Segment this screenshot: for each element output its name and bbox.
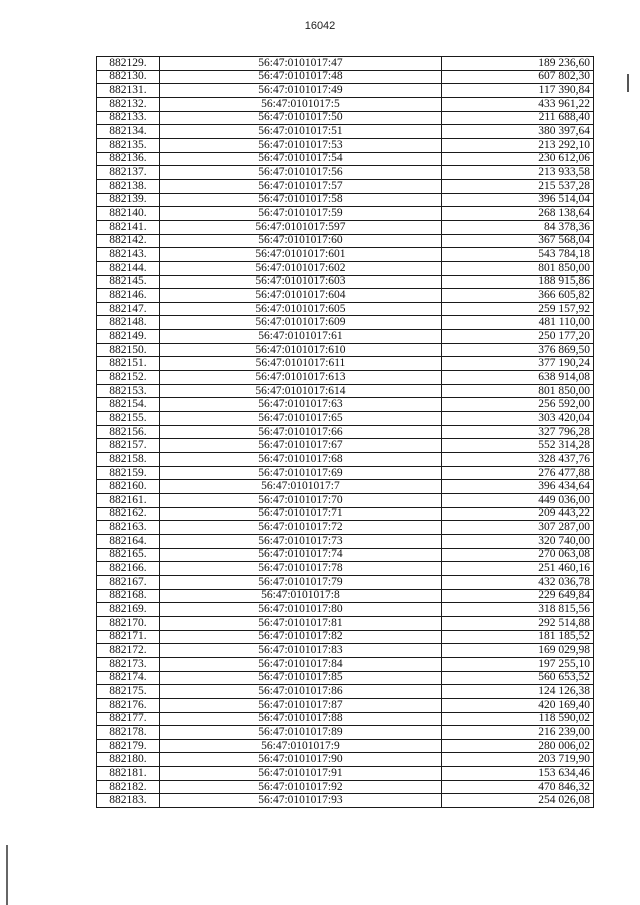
cadastral-number-cell: 56:47:0101017:56 (159, 166, 441, 180)
value-cell: 543 784,18 (442, 248, 594, 262)
value-cell: 377 190,24 (442, 357, 594, 371)
cadastral-number-cell: 56:47:0101017:61 (159, 330, 441, 344)
row-number-cell: 882164. (97, 534, 160, 548)
value-cell: 366 605,82 (442, 289, 594, 303)
cadastral-number-cell: 56:47:0101017:83 (159, 644, 441, 658)
cadastral-number-cell: 56:47:0101017:59 (159, 207, 441, 221)
value-cell: 203 719,90 (442, 753, 594, 767)
cadastral-number-cell: 56:47:0101017:51 (159, 125, 441, 139)
cadastral-number-cell: 56:47:0101017:5 (159, 97, 441, 111)
page-number: 16042 (304, 20, 336, 32)
table-row (97, 234, 594, 248)
value-cell: 251 460,16 (442, 562, 594, 576)
row-number-cell: 882158. (97, 453, 160, 467)
table-row (97, 480, 594, 494)
value-cell: 209 443,22 (442, 507, 594, 521)
row-number-cell: 882166. (97, 562, 160, 576)
value-cell: 292 514,88 (442, 616, 594, 630)
cadastral-number-cell: 56:47:0101017:48 (159, 70, 441, 84)
table-row (97, 97, 594, 111)
value-cell: 552 314,28 (442, 439, 594, 453)
table-row (97, 780, 594, 794)
value-cell: 449 036,00 (442, 494, 594, 508)
table-row (97, 534, 594, 548)
cadastral-number-cell: 56:47:0101017:65 (159, 412, 441, 426)
table-row (97, 220, 594, 234)
cadastral-value-table (96, 56, 594, 808)
cadastral-number-cell: 56:47:0101017:73 (159, 534, 441, 548)
table-row (97, 425, 594, 439)
value-cell: 433 961,22 (442, 97, 594, 111)
cadastral-number-cell: 56:47:0101017:54 (159, 152, 441, 166)
row-number-cell: 882132. (97, 97, 160, 111)
row-number-cell: 882180. (97, 753, 160, 767)
row-number-cell: 882181. (97, 767, 160, 781)
value-cell: 801 850,00 (442, 261, 594, 275)
cadastral-number-cell: 56:47:0101017:88 (159, 712, 441, 726)
cadastral-number-cell: 56:47:0101017:74 (159, 548, 441, 562)
row-number-cell: 882160. (97, 480, 160, 494)
value-cell: 259 157,92 (442, 302, 594, 316)
table-row (97, 453, 594, 467)
row-number-cell: 882131. (97, 84, 160, 98)
table-row (97, 466, 594, 480)
row-number-cell: 882134. (97, 125, 160, 139)
cadastral-number-cell: 56:47:0101017:72 (159, 521, 441, 535)
value-cell: 470 846,32 (442, 780, 594, 794)
cadastral-number-cell: 56:47:0101017:601 (159, 248, 441, 262)
table-row (97, 603, 594, 617)
cadastral-number-cell: 56:47:0101017:93 (159, 794, 441, 808)
row-number-cell: 882174. (97, 671, 160, 685)
row-number-cell: 882177. (97, 712, 160, 726)
value-cell: 607 802,30 (442, 70, 594, 84)
row-number-cell: 882155. (97, 412, 160, 426)
value-cell: 188 915,86 (442, 275, 594, 289)
value-cell: 181 185,52 (442, 630, 594, 644)
cadastral-number-cell: 56:47:0101017:80 (159, 603, 441, 617)
cadastral-number-cell: 56:47:0101017:70 (159, 494, 441, 508)
cadastral-number-cell: 56:47:0101017:614 (159, 384, 441, 398)
table-row (97, 111, 594, 125)
value-cell: 270 063,08 (442, 548, 594, 562)
row-number-cell: 882179. (97, 739, 160, 753)
table-row (97, 507, 594, 521)
row-number-cell: 882139. (97, 193, 160, 207)
row-number-cell: 882165. (97, 548, 160, 562)
value-cell: 638 914,08 (442, 371, 594, 385)
value-cell: 197 255,10 (442, 657, 594, 671)
cadastral-number-cell: 56:47:0101017:611 (159, 357, 441, 371)
row-number-cell: 882135. (97, 138, 160, 152)
table-row (97, 371, 594, 385)
cadastral-number-cell: 56:47:0101017:57 (159, 179, 441, 193)
cadastral-number-cell: 56:47:0101017:49 (159, 84, 441, 98)
table-row (97, 521, 594, 535)
table-row (97, 84, 594, 98)
value-cell: 318 815,56 (442, 603, 594, 617)
row-number-cell: 882173. (97, 657, 160, 671)
value-cell: 481 110,00 (442, 316, 594, 330)
row-number-cell: 882143. (97, 248, 160, 262)
cadastral-number-cell: 56:47:0101017:602 (159, 261, 441, 275)
table-row (97, 589, 594, 603)
value-cell: 276 477,88 (442, 466, 594, 480)
value-cell: 169 029,98 (442, 644, 594, 658)
value-cell: 380 397,64 (442, 125, 594, 139)
table-row (97, 316, 594, 330)
cadastral-number-cell: 56:47:0101017:47 (159, 57, 441, 71)
scan-edge-mark (627, 74, 629, 92)
cadastral-number-cell: 56:47:0101017:67 (159, 439, 441, 453)
value-cell: 396 434,64 (442, 480, 594, 494)
row-number-cell: 882129. (97, 57, 160, 71)
cadastral-number-cell: 56:47:0101017:597 (159, 220, 441, 234)
cadastral-number-cell: 56:47:0101017:9 (159, 739, 441, 753)
value-cell: 376 869,50 (442, 343, 594, 357)
value-cell: 230 612,06 (442, 152, 594, 166)
row-number-cell: 882138. (97, 179, 160, 193)
row-number-cell: 882182. (97, 780, 160, 794)
table-row (97, 671, 594, 685)
cadastral-number-cell: 56:47:0101017:610 (159, 343, 441, 357)
cadastral-number-cell: 56:47:0101017:84 (159, 657, 441, 671)
row-number-cell: 882169. (97, 603, 160, 617)
table-row (97, 644, 594, 658)
cadastral-number-cell: 56:47:0101017:604 (159, 289, 441, 303)
value-cell: 84 378,36 (442, 220, 594, 234)
row-number-cell: 882136. (97, 152, 160, 166)
table-row (97, 57, 594, 71)
cadastral-number-cell: 56:47:0101017:71 (159, 507, 441, 521)
table-row (97, 616, 594, 630)
value-cell: 213 933,58 (442, 166, 594, 180)
table-row (97, 562, 594, 576)
table-row (97, 657, 594, 671)
value-cell: 189 236,60 (442, 57, 594, 71)
cadastral-number-cell: 56:47:0101017:8 (159, 589, 441, 603)
row-number-cell: 882162. (97, 507, 160, 521)
row-number-cell: 882151. (97, 357, 160, 371)
cadastral-number-cell: 56:47:0101017:53 (159, 138, 441, 152)
row-number-cell: 882145. (97, 275, 160, 289)
cadastral-number-cell: 56:47:0101017:90 (159, 753, 441, 767)
cadastral-number-cell: 56:47:0101017:7 (159, 480, 441, 494)
value-cell: 367 568,04 (442, 234, 594, 248)
row-number-cell: 882147. (97, 302, 160, 316)
table-row (97, 575, 594, 589)
value-cell: 213 292,10 (442, 138, 594, 152)
value-cell: 303 420,04 (442, 412, 594, 426)
row-number-cell: 882148. (97, 316, 160, 330)
cadastral-number-cell: 56:47:0101017:63 (159, 398, 441, 412)
row-number-cell: 882153. (97, 384, 160, 398)
row-number-cell: 882140. (97, 207, 160, 221)
cadastral-number-cell: 56:47:0101017:60 (159, 234, 441, 248)
row-number-cell: 882141. (97, 220, 160, 234)
value-cell: 432 036,78 (442, 575, 594, 589)
table-row (97, 302, 594, 316)
scan-edge-mark (6, 845, 8, 905)
value-cell: 327 796,28 (442, 425, 594, 439)
cadastral-number-cell: 56:47:0101017:85 (159, 671, 441, 685)
table-row (97, 207, 594, 221)
table-row (97, 138, 594, 152)
value-cell: 250 177,20 (442, 330, 594, 344)
row-number-cell: 882137. (97, 166, 160, 180)
cadastral-number-cell: 56:47:0101017:87 (159, 698, 441, 712)
table-row (97, 70, 594, 84)
cadastral-number-cell: 56:47:0101017:81 (159, 616, 441, 630)
value-cell: 153 634,46 (442, 767, 594, 781)
table-row (97, 739, 594, 753)
table-row (97, 166, 594, 180)
table-row (97, 330, 594, 344)
row-number-cell: 882150. (97, 343, 160, 357)
row-number-cell: 882161. (97, 494, 160, 508)
table-row (97, 712, 594, 726)
cadastral-number-cell: 56:47:0101017:92 (159, 780, 441, 794)
cadastral-number-cell: 56:47:0101017:50 (159, 111, 441, 125)
cadastral-number-cell: 56:47:0101017:79 (159, 575, 441, 589)
row-number-cell: 882156. (97, 425, 160, 439)
table-row (97, 193, 594, 207)
value-cell: 254 026,08 (442, 794, 594, 808)
row-number-cell: 882183. (97, 794, 160, 808)
cadastral-number-cell: 56:47:0101017:66 (159, 425, 441, 439)
table-row (97, 685, 594, 699)
row-number-cell: 882146. (97, 289, 160, 303)
table-row (97, 726, 594, 740)
row-number-cell: 882175. (97, 685, 160, 699)
row-number-cell: 882170. (97, 616, 160, 630)
row-number-cell: 882149. (97, 330, 160, 344)
cadastral-number-cell: 56:47:0101017:91 (159, 767, 441, 781)
table-row (97, 398, 594, 412)
table-row (97, 439, 594, 453)
row-number-cell: 882168. (97, 589, 160, 603)
value-cell: 216 239,00 (442, 726, 594, 740)
value-cell: 117 390,84 (442, 84, 594, 98)
row-number-cell: 882178. (97, 726, 160, 740)
value-cell: 268 138,64 (442, 207, 594, 221)
table-row (97, 357, 594, 371)
value-cell: 307 287,00 (442, 521, 594, 535)
row-number-cell: 882130. (97, 70, 160, 84)
cadastral-number-cell: 56:47:0101017:78 (159, 562, 441, 576)
table-row (97, 343, 594, 357)
table-row (97, 289, 594, 303)
row-number-cell: 882167. (97, 575, 160, 589)
table-row (97, 698, 594, 712)
row-number-cell: 882163. (97, 521, 160, 535)
table-row (97, 753, 594, 767)
value-cell: 118 590,02 (442, 712, 594, 726)
table-row (97, 248, 594, 262)
value-cell: 328 437,76 (442, 453, 594, 467)
cadastral-number-cell: 56:47:0101017:69 (159, 466, 441, 480)
row-number-cell: 882172. (97, 644, 160, 658)
cadastral-number-cell: 56:47:0101017:89 (159, 726, 441, 740)
value-cell: 124 126,38 (442, 685, 594, 699)
value-cell: 396 514,04 (442, 193, 594, 207)
row-number-cell: 882133. (97, 111, 160, 125)
table-row (97, 384, 594, 398)
value-cell: 320 740,00 (442, 534, 594, 548)
value-cell: 256 592,00 (442, 398, 594, 412)
row-number-cell: 882157. (97, 439, 160, 453)
cadastral-number-cell: 56:47:0101017:86 (159, 685, 441, 699)
cadastral-number-cell: 56:47:0101017:613 (159, 371, 441, 385)
table-row (97, 412, 594, 426)
row-number-cell: 882159. (97, 466, 160, 480)
table-row (97, 630, 594, 644)
cadastral-number-cell: 56:47:0101017:68 (159, 453, 441, 467)
table-row (97, 548, 594, 562)
cadastral-number-cell: 56:47:0101017:58 (159, 193, 441, 207)
cadastral-number-cell: 56:47:0101017:603 (159, 275, 441, 289)
table-row (97, 275, 594, 289)
row-number-cell: 882171. (97, 630, 160, 644)
value-cell: 801 850,00 (442, 384, 594, 398)
table-row (97, 767, 594, 781)
value-cell: 215 537,28 (442, 179, 594, 193)
cadastral-number-cell: 56:47:0101017:609 (159, 316, 441, 330)
row-number-cell: 882142. (97, 234, 160, 248)
table-row (97, 152, 594, 166)
row-number-cell: 882152. (97, 371, 160, 385)
table-row (97, 179, 594, 193)
table-row (97, 125, 594, 139)
value-cell: 560 653,52 (442, 671, 594, 685)
value-cell: 280 006,02 (442, 739, 594, 753)
table-row (97, 494, 594, 508)
row-number-cell: 882144. (97, 261, 160, 275)
row-number-cell: 882154. (97, 398, 160, 412)
value-cell: 420 169,40 (442, 698, 594, 712)
cadastral-number-cell: 56:47:0101017:605 (159, 302, 441, 316)
cadastral-number-cell: 56:47:0101017:82 (159, 630, 441, 644)
value-cell: 211 688,40 (442, 111, 594, 125)
table-row (97, 261, 594, 275)
value-cell: 229 649,84 (442, 589, 594, 603)
table-body (97, 57, 594, 808)
row-number-cell: 882176. (97, 698, 160, 712)
table-row (97, 794, 594, 808)
